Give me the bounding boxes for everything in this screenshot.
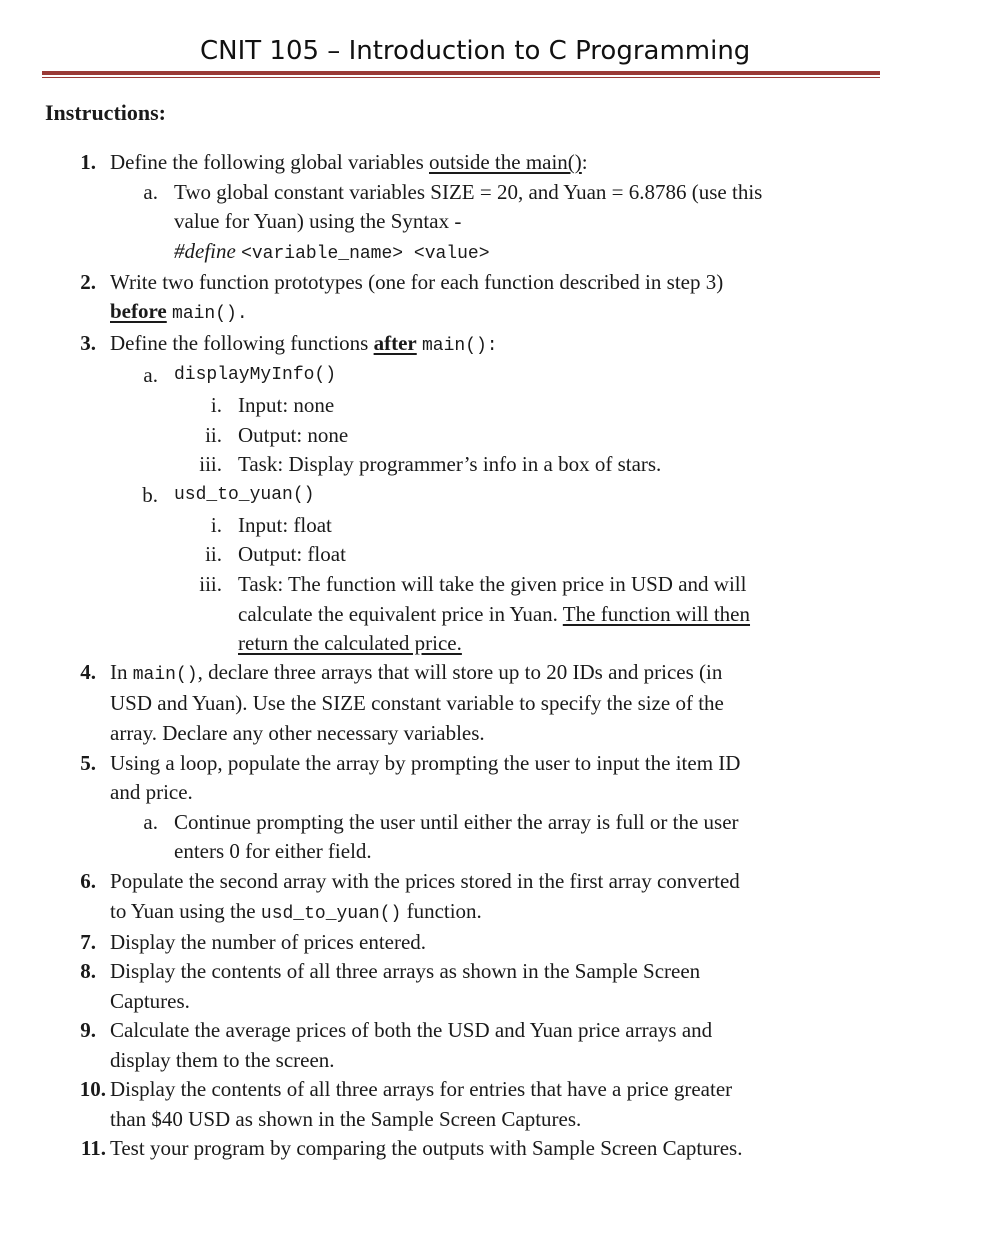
step-5-line-2: and price. <box>110 780 193 804</box>
step-3b-output: Output: float <box>238 542 346 566</box>
step-3b-task-line-2: calculate the equivalent price in Yuan. The function will then <box>238 602 751 626</box>
sub-label: iii. <box>199 452 222 476</box>
step-number: 9. <box>80 1018 96 1042</box>
function-name-displaymyinfo: displayMyInfo() <box>174 365 337 385</box>
sub-label: i. <box>210 393 222 417</box>
step-3b-task-line-3: return the calculated price. <box>238 631 462 655</box>
step-number: 1. <box>80 150 96 174</box>
step-number: 2. <box>80 270 96 294</box>
function-name-usd-to-yuan: usd_to_yuan() <box>174 485 315 505</box>
step-10-line-1: Display the contents of all three arrays for entries that have a price greater <box>110 1077 733 1101</box>
step-3b-input: Input: float <box>238 513 332 537</box>
step-number: 8. <box>80 959 96 983</box>
step-5a-line-2: enters 0 for either field. <box>174 839 372 863</box>
step-3b-task-line-1: Task: The function will take the given price in USD and will <box>238 572 747 596</box>
step-1-text: Define the following global variables outside the main(): <box>110 150 588 174</box>
step-number: 3. <box>80 331 96 355</box>
step-number: 7. <box>80 930 96 954</box>
sub-label: a. <box>143 810 158 834</box>
step-4-line-3: array. Declare any other necessary variables. <box>110 721 485 745</box>
step-3a-input: Input: none <box>238 393 335 417</box>
step-number: 10. <box>79 1077 106 1101</box>
step-1a-syntax: #define <variable_name> <value> <box>174 239 490 264</box>
step-5a-line-1: Continue prompting the user until either the array is full or the user <box>174 810 739 834</box>
sub-label: a. <box>143 363 158 387</box>
title-rule-thick <box>42 71 880 75</box>
step-2-line-2: before main(). <box>110 299 248 324</box>
step-9-line-2: display them to the screen. <box>110 1048 335 1072</box>
step-2-line-1: Write two function prototypes (one for each function described in step 3) <box>110 270 724 294</box>
step-7-text: Display the number of prices entered. <box>110 930 427 954</box>
step-5-line-1: Using a loop, populate the array by prompting the user to input the item ID <box>110 751 741 775</box>
step-3a-task: Task: Display programmer’s info in a box of stars. <box>238 452 662 476</box>
step-4-line-1: In main(), declare three arrays that will store up to 20 IDs and prices (in <box>110 660 723 685</box>
sub-label: iii. <box>199 572 222 596</box>
step-4-line-2: USD and Yuan). Use the SIZE constant variable to specify the size of the <box>110 691 724 715</box>
step-10-line-2: than $40 USD as shown in the Sample Screen Captures. <box>110 1107 582 1131</box>
sub-label: ii. <box>205 423 222 447</box>
step-number: 11. <box>80 1136 106 1160</box>
sub-label: a. <box>143 180 158 204</box>
sub-label: i. <box>210 513 222 537</box>
step-6-line-1: Populate the second array with the prices stored in the first array converted <box>110 869 740 893</box>
step-1a-line-2: value for Yuan) using the Syntax - <box>174 209 462 233</box>
step-number: 6. <box>80 869 96 893</box>
step-number: 4. <box>80 660 96 684</box>
title-rule-thin <box>42 77 880 78</box>
document-title: CNIT 105 – Introduction to C Programming <box>200 36 751 66</box>
step-8-line-2: Captures. <box>110 989 190 1013</box>
step-11-text: Test your program by comparing the outputs with Sample Screen Captures. <box>110 1136 743 1160</box>
step-number: 5. <box>80 751 96 775</box>
step-1a-line-1: Two global constant variables SIZE = 20, and Yuan = 6.8786 (use this <box>174 180 763 204</box>
step-9-line-1: Calculate the average prices of both the USD and Yuan price arrays and <box>110 1018 713 1042</box>
step-3-text: Define the following functions after main(): <box>110 331 498 356</box>
sub-label: ii. <box>205 542 222 566</box>
instructions-heading: Instructions: <box>45 100 167 125</box>
step-6-line-2: to Yuan using the usd_to_yuan() function. <box>110 899 482 924</box>
sub-label: b. <box>142 483 158 507</box>
step-3a-output: Output: none <box>238 423 349 447</box>
step-8-line-1: Display the contents of all three arrays as shown in the Sample Screen <box>110 959 701 983</box>
